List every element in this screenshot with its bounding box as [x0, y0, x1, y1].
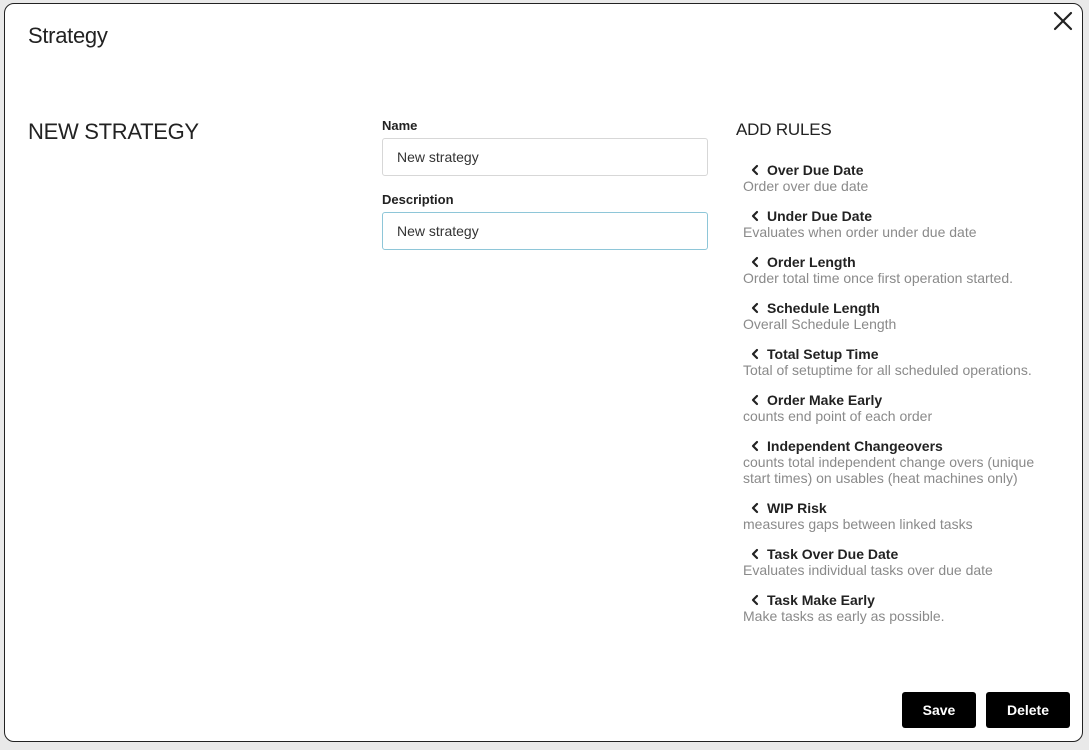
rule-header	[743, 254, 1043, 270]
rule-header	[743, 546, 1043, 562]
rule-description: counts end point of each order	[743, 408, 933, 424]
rule-name: Task Over Due Date	[767, 546, 899, 562]
rule-item[interactable]	[743, 300, 1043, 332]
rule-header	[743, 592, 1043, 608]
delete-button[interactable]: Delete	[986, 692, 1070, 728]
chevron-left-icon[interactable]	[747, 592, 763, 608]
chevron-left-icon[interactable]	[747, 500, 763, 516]
dialog-title: Strategy	[28, 23, 108, 48]
name-input[interactable]	[382, 138, 708, 176]
rule-description: Evaluates individual tasks over due date	[743, 562, 993, 578]
section-heading: NEW STRATEGY	[28, 119, 199, 144]
rule-item[interactable]	[743, 546, 1043, 578]
rule-description: Total of setuptime for all scheduled operations.	[743, 362, 1032, 378]
rule-name: Over Due Date	[767, 162, 864, 178]
rule-description: Evaluates when order under due date	[743, 224, 977, 240]
rule-item[interactable]	[743, 162, 1043, 194]
chevron-left-icon[interactable]	[747, 546, 763, 562]
rule-item[interactable]	[743, 500, 1043, 532]
rule-description: measures gaps between linked tasks	[743, 516, 973, 532]
chevron-left-icon[interactable]	[747, 162, 763, 178]
chevron-left-icon[interactable]	[747, 254, 763, 270]
rule-description: counts total independent change overs (unique start times) on usables (heat machines only)	[743, 454, 1035, 486]
rule-header	[743, 438, 1043, 454]
chevron-left-icon[interactable]	[747, 392, 763, 408]
strategy-dialog	[4, 3, 1083, 742]
rule-item[interactable]	[743, 208, 1043, 240]
rule-header	[743, 162, 1043, 178]
rule-name: Order Make Early	[767, 392, 883, 408]
rule-header	[743, 300, 1043, 316]
close-icon	[1052, 10, 1074, 32]
rule-description: Overall Schedule Length	[743, 316, 897, 332]
rule-item[interactable]	[743, 592, 1043, 624]
rule-description: Order over due date	[743, 178, 869, 194]
chevron-left-icon[interactable]	[747, 346, 763, 362]
rule-description: Order total time once first operation started.	[743, 270, 1014, 286]
description-input[interactable]	[382, 212, 708, 250]
rule-header	[743, 392, 1043, 408]
rules-list	[743, 162, 1043, 638]
name-label: Name	[382, 118, 418, 133]
close-button[interactable]	[1052, 10, 1074, 32]
save-button[interactable]: Save	[902, 692, 976, 728]
chevron-left-icon[interactable]	[747, 208, 763, 224]
description-label: Description	[382, 192, 454, 207]
rule-item[interactable]	[743, 254, 1043, 286]
rule-name: Total Setup Time	[767, 346, 879, 362]
rule-header	[743, 346, 1043, 362]
add-rules-heading: ADD RULES	[736, 120, 832, 139]
rule-description: Make tasks as early as possible.	[743, 608, 945, 624]
rule-name: Task Make Early	[767, 592, 875, 608]
rule-name: Under Due Date	[767, 208, 873, 224]
chevron-left-icon[interactable]	[747, 438, 763, 454]
rule-header	[743, 500, 1043, 516]
rule-name: WIP Risk	[767, 500, 827, 516]
rule-name: Independent Changeovers	[767, 438, 943, 454]
chevron-left-icon[interactable]	[747, 300, 763, 316]
rule-name: Order Length	[767, 254, 856, 270]
rule-name: Schedule Length	[767, 300, 880, 316]
rule-header	[743, 208, 1043, 224]
rule-item[interactable]	[743, 438, 1043, 486]
rule-item[interactable]	[743, 346, 1043, 378]
rule-item[interactable]	[743, 392, 1043, 424]
